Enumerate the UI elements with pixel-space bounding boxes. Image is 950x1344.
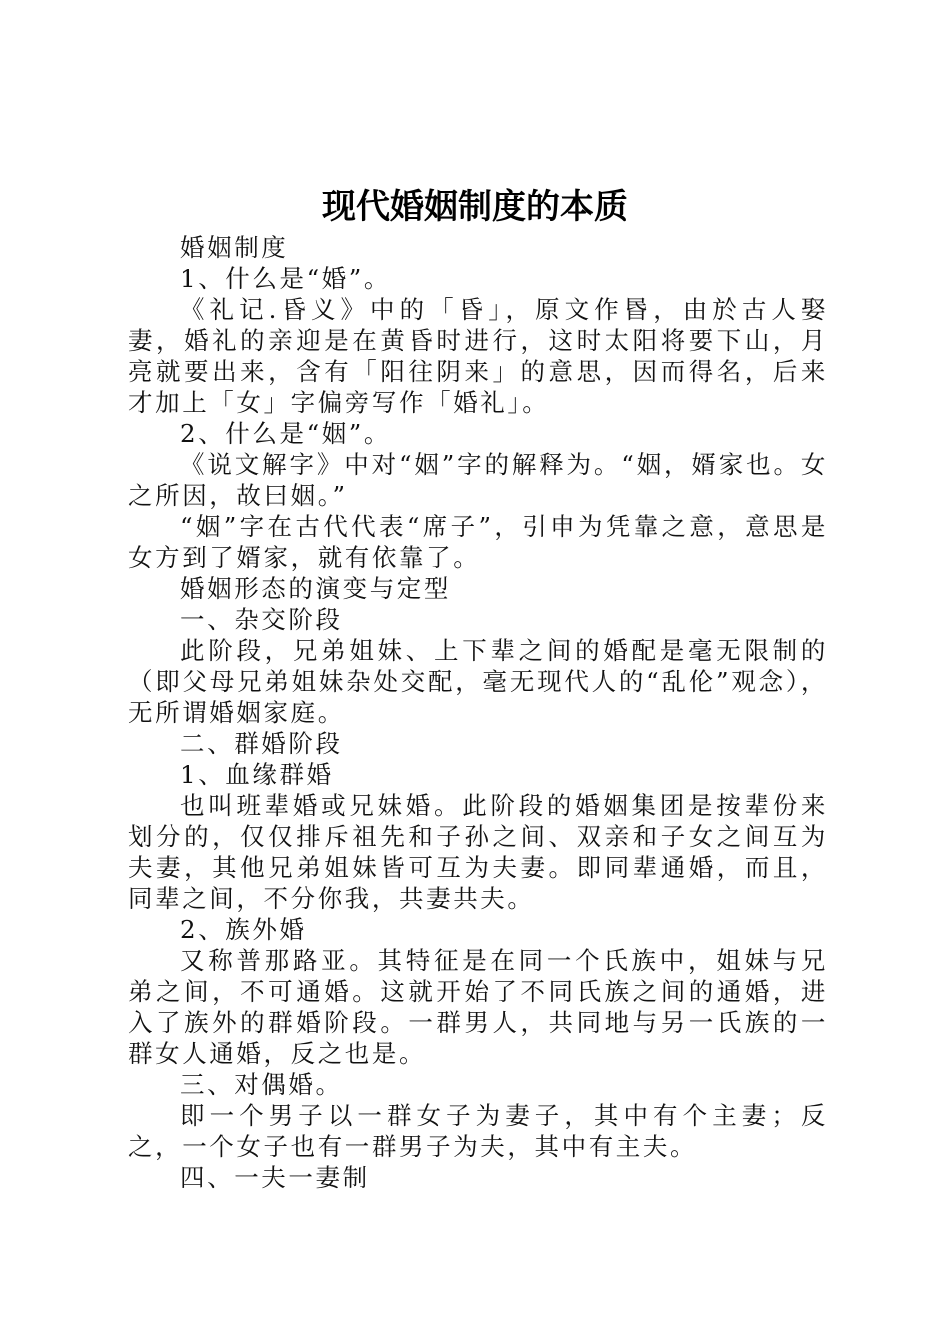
paragraph-pairing-marriage-text: 即一个男子以一群女子为妻子，其中有个主妻；反之，一个女子也有一群男子为夫，其中有主夫。 — [128, 1101, 828, 1161]
paragraph-what-is-hun: 1、什么是“婚”。 — [180, 264, 392, 293]
paragraph-stage-group-marriage: 二、群婚阶段 — [180, 729, 343, 758]
paragraph-stage-promiscuity: 一、杂交阶段 — [180, 605, 343, 634]
paragraph-monogamy-heading: 四、一夫一妻制 — [180, 1163, 370, 1192]
paragraph-heading-evolution: 婚姻形态的演变与定型 — [180, 574, 451, 603]
paragraph-yin-shuowen: 《说文解字》中对“姻”字的解释为。“姻，婿家也。女之所因，故曰姻。” — [128, 450, 828, 510]
paragraph-hun-explanation: 《礼记.昏义》中的「昏」，原文作昬，由於古人娶妻，婚礼的亲迎是在黄昏时进行，这时太阳将要下山，月亮就要出来，含有「阳往阴来」的意思，因而得名，后来才加上「女」字偏旁写作「婚礼」。 — [128, 295, 828, 417]
paragraph-consanguine-heading: 1、血缘群婚 — [180, 760, 334, 789]
paragraph-heading-marriage-system: 婚姻制度 — [180, 233, 289, 262]
paragraph-promiscuity-text: 此阶段，兄弟姐妹、上下辈之间的婚配是毫无限制的（即父母兄弟姐妹杂处交配，毫无现代人的“乱伦”观念），无所谓婚姻家庭。 — [128, 636, 828, 727]
paragraph-yin-meaning: “姻”字在古代代表“席子”，引申为凭靠之意，意思是女方到了婿家，就有依靠了。 — [128, 512, 828, 572]
document-title: 现代婚姻制度的本质 — [322, 187, 628, 227]
paragraph-pairing-marriage-heading: 三、对偶婚。 — [180, 1070, 343, 1099]
paragraph-what-is-yin: 2、什么是“姻”。 — [180, 419, 392, 448]
paragraph-consanguine-text: 也叫班辈婚或兄妹婚。此阶段的婚姻集团是按辈份来划分的，仅仅排斥祖先和子孙之间、双亲和子女之间互为夫妻，其他兄弟姐妹皆可互为夫妻。即同辈通婚，而且，同辈之间，不分你我，共妻共夫。 — [128, 791, 828, 913]
paragraph-exogamy-heading: 2、族外婚 — [180, 915, 307, 944]
paragraph-exogamy-text: 又称普那路亚。其特征是在同一个氏族中，姐妹与兄弟之间，不可通婚。这就开始了不同氏族之间的通婚，进入了族外的群婚阶段。一群男人，共同地与另一氏族的一群女人通婚，反之也是。 — [128, 946, 828, 1068]
document-body — [128, 232, 828, 1193]
